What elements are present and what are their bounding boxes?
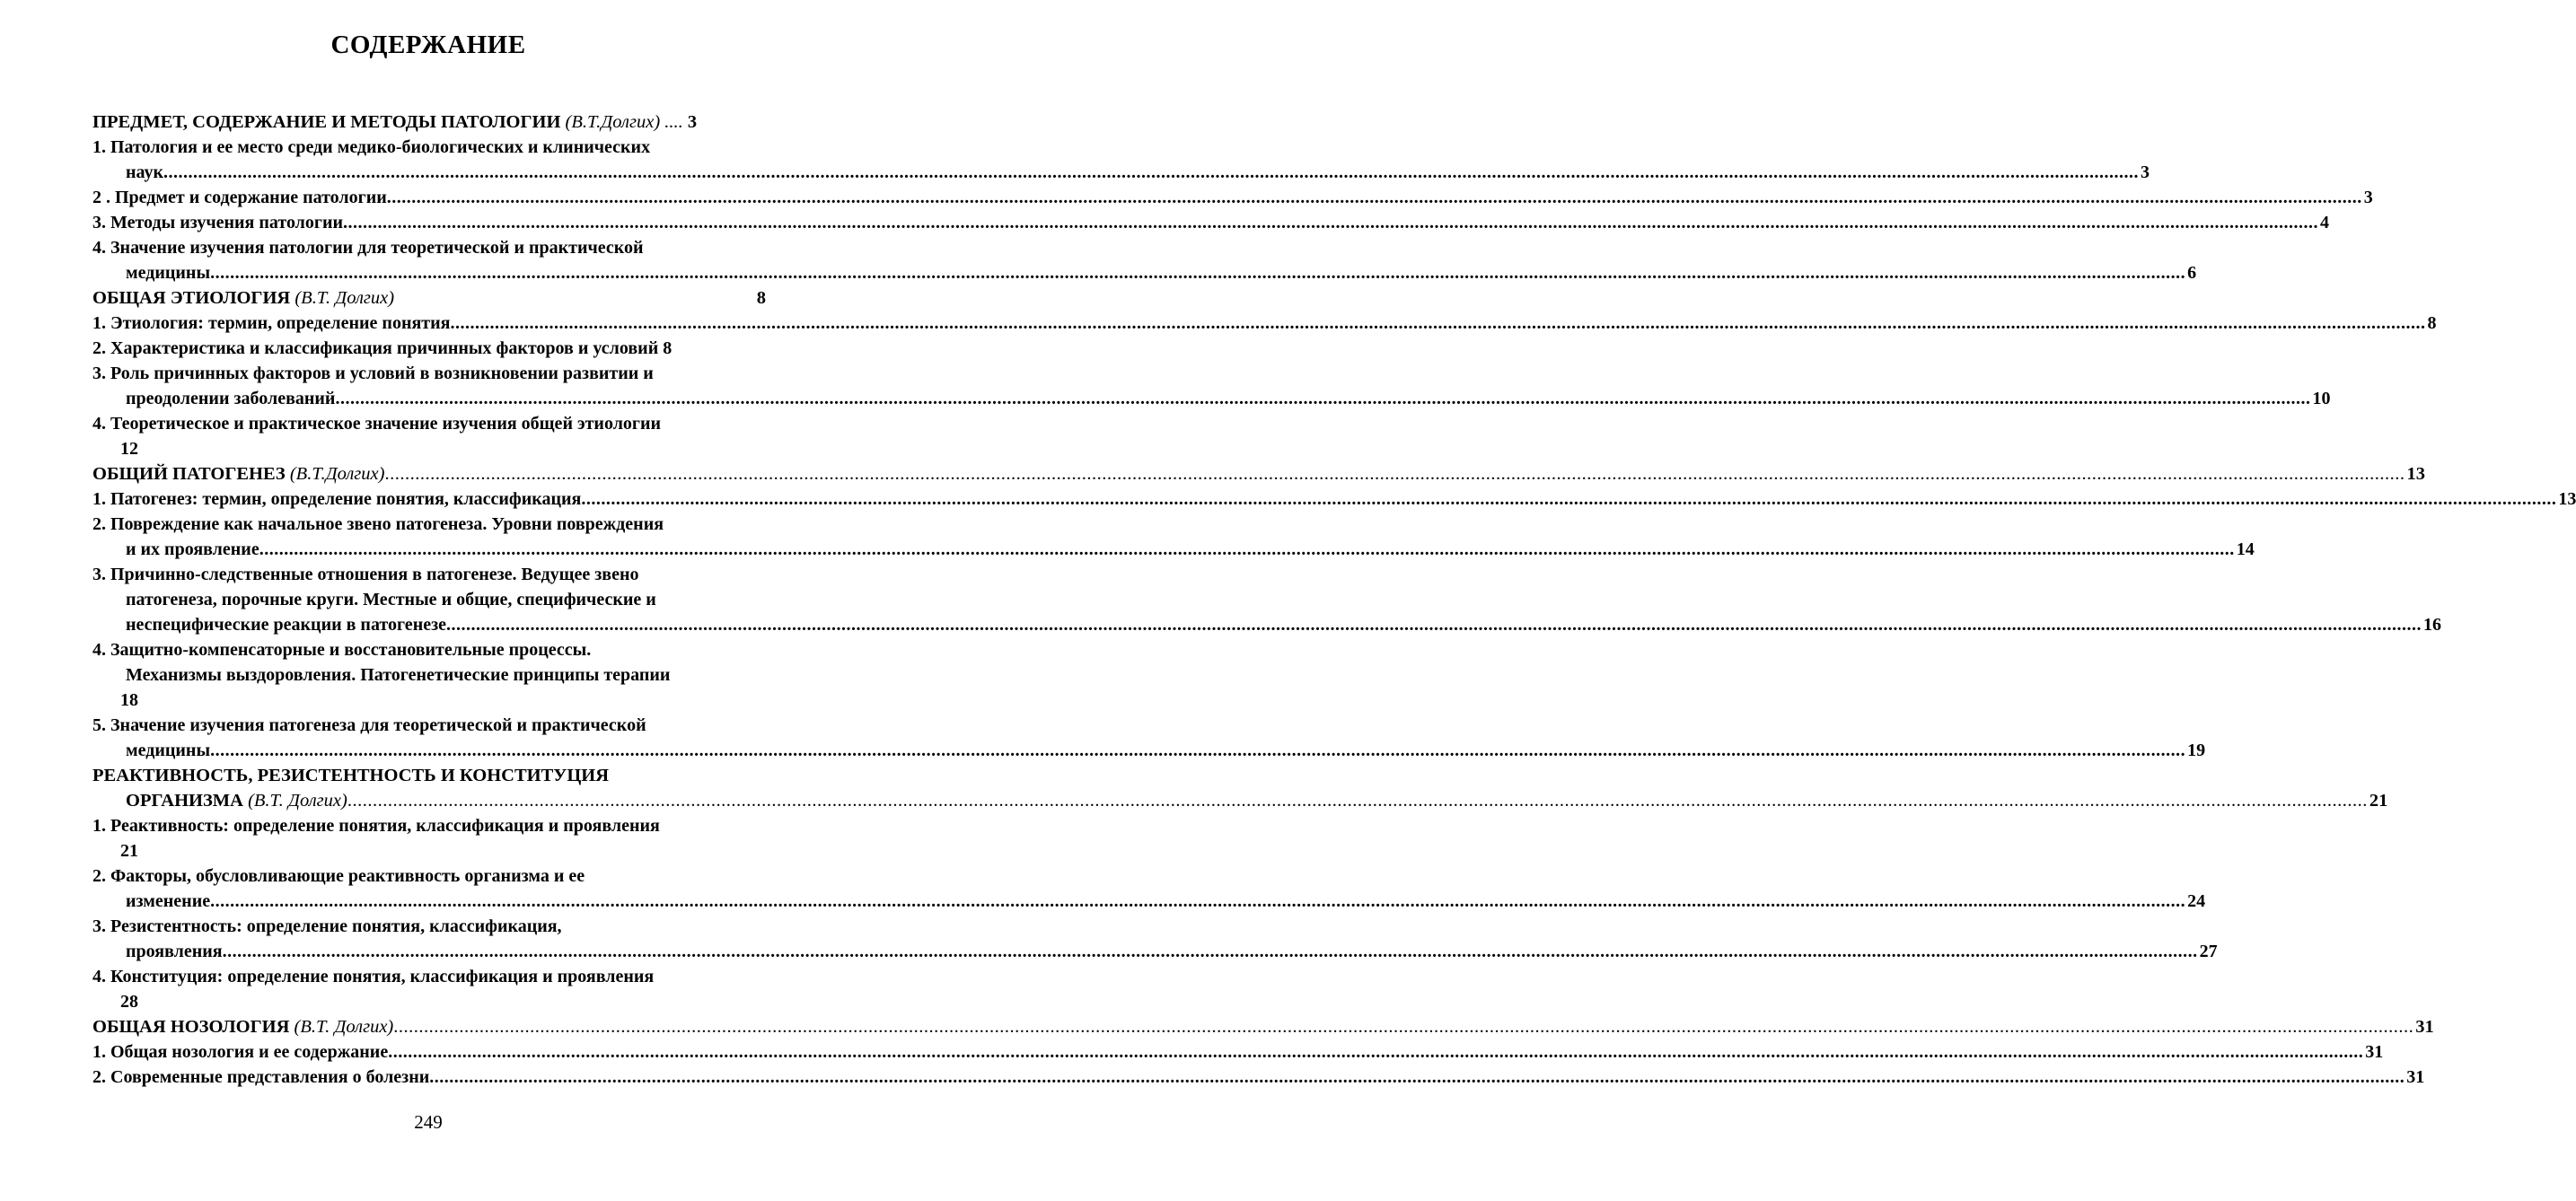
toc-leader-dots: ................................................................................................................................................................................................................................................................................................................................................................................................................ — [163, 162, 2140, 182]
toc-line — [92, 612, 2442, 637]
toc-page-number: 3 — [687, 112, 698, 132]
toc-line — [92, 135, 768, 160]
toc-line — [92, 436, 768, 461]
toc-entry-text: 2. Повреждение как начальное звено патогенеза. Уровни повреждения — [92, 514, 664, 534]
toc-entry-text: 3. Роль причинных факторов и условий в возникновении развитии и — [92, 364, 654, 383]
toc-page-number: 19 — [2187, 741, 2206, 760]
toc-entry-text: проявления — [126, 942, 223, 961]
toc-line — [92, 688, 768, 713]
toc-section-title: ПРЕДМЕТ, СОДЕРЖАНИЕ И МЕТОДЫ ПАТОЛОГИИ — [92, 112, 566, 132]
toc-entry-text: преодолении заболеваний — [126, 389, 336, 408]
toc-entry-text: 18 — [120, 690, 138, 710]
toc-page-number: 31 — [2415, 1017, 2434, 1037]
toc-entry-text: и их проявление — [126, 539, 259, 559]
toc-page-number: 6 — [2187, 263, 2197, 283]
toc-line — [92, 939, 2218, 964]
toc-leader-dots: ................................................................................................................................................................................................................................................................................................................................................................................................................ — [450, 313, 2426, 333]
toc-line — [92, 914, 768, 939]
toc-leader-dots: ................................................................................................................................................................................................................................................................................................................................................................................................................ — [393, 1017, 2414, 1037]
toc-leader-dots: ................................................................................................................................................................................................................................................................................................................................................................................................................ — [222, 942, 2198, 961]
toc-line — [92, 562, 768, 587]
toc-line — [92, 1014, 2434, 1039]
toc-page-number: 14 — [2236, 539, 2255, 559]
toc-entry — [126, 386, 335, 411]
toc-page-number: 4 — [2320, 213, 2330, 232]
toc-line — [92, 637, 768, 662]
toc-entry-text: 1. Реактивность: определение понятия, классификация и проявления — [92, 816, 660, 836]
toc-section-heading — [92, 285, 394, 311]
toc-line — [92, 361, 768, 386]
toc-page-number: 31 — [2406, 1067, 2425, 1087]
toc-entry — [126, 738, 210, 763]
toc-entry-text: медицины — [126, 263, 211, 283]
toc-leader-dots: ................................................................................................................................................................................................................................................................................................................................................................................................................ — [581, 489, 2557, 509]
toc-entry-text: наук — [126, 162, 164, 182]
toc-line — [92, 838, 768, 863]
toc-entry-text: 5. Значение изучения патогенеза для теоретической и практической — [92, 715, 646, 735]
toc-line — [92, 889, 2206, 914]
toc-leader-dots: ................................................................................................................................................................................................................................................................................................................................................................................................................ — [347, 791, 2368, 811]
toc-author: (В.Т.Долгих) — [289, 464, 385, 484]
toc-leader-dots: ................................................................................................................................................................................................................................................................................................................................................................................................................ — [259, 539, 2235, 559]
toc-line — [92, 763, 768, 788]
toc-line — [92, 537, 2255, 562]
toc-entry-text: 28 — [120, 992, 138, 1012]
toc-line — [92, 336, 768, 361]
toc-line — [92, 713, 768, 738]
toc-entry-text: 3. Методы изучения патологии — [92, 213, 344, 232]
toc-entry — [92, 487, 581, 512]
toc-section-title: ОБЩИЙ ПАТОГЕНЕЗ — [92, 464, 290, 484]
toc-entry-text: 3. Причинно-следственные отношения в патогенезе. Ведущее звено — [92, 565, 639, 584]
toc-leader-dots: ................................................................................................................................................................................................................................................................................................................................................................................................................ — [388, 1042, 2364, 1062]
toc-author: (В.Т. Долгих) — [295, 288, 395, 308]
toc-section-title: ОБЩАЯ НОЗОЛОГИЯ — [92, 1017, 295, 1037]
table-of-contents — [92, 110, 2576, 1090]
toc-entry-text: 1. Этиология: термин, определение понятия — [92, 313, 451, 333]
page-title: СОДЕРЖАНИЕ — [330, 31, 526, 59]
toc-leader-dots: ................................................................................................................................................................................................................................................................................................................................................................................................................ — [429, 1067, 2405, 1087]
toc-page-number: 3 — [2363, 188, 2373, 207]
toc-entry — [126, 889, 210, 914]
toc-entry-text: патогенеза, порочные круги. Местные и общие, специфические и — [126, 590, 656, 609]
toc-page-number: 8 — [2427, 313, 2437, 333]
toc-entry-text: 4. Конституция: определение понятия, классификация и проявления — [92, 967, 655, 986]
toc-entry — [92, 461, 384, 487]
toc-leader-dots: ................................................................................................................................................................................................................................................................................................................................................................................................................ — [446, 615, 2422, 635]
toc-page-number: 13 — [2406, 464, 2425, 484]
toc-entry-text: 2. Современные представления о болезни — [92, 1067, 430, 1087]
toc-line — [92, 813, 768, 838]
toc-section-title: ОБЩАЯ ЭТИОЛОГИЯ — [92, 288, 295, 308]
toc-leader-dots: ................................................................................................................................................................................................................................................................................................................................................................................................................ — [210, 263, 2186, 283]
toc-entry-text: неспецифические реакции в патогенезе — [126, 615, 447, 635]
toc-page-number: 10 — [2312, 389, 2331, 408]
toc-page-number: 27 — [2199, 942, 2218, 961]
toc-entry — [92, 185, 387, 210]
toc-entry-text: 1. Патология и ее место среди медико-биологических и клинических — [92, 137, 651, 157]
toc-line — [92, 863, 768, 889]
toc-line — [92, 235, 768, 260]
toc-entry-text: 3. Резистентность: определение понятия, классификация, — [92, 916, 562, 936]
toc-line — [92, 964, 768, 989]
page-number: 249 — [414, 1111, 443, 1133]
toc-author: (В.Т.Долгих) — [565, 112, 661, 132]
toc-entry-text: 2. Характеристика и классификация причинных факторов и условий 8 — [92, 338, 673, 358]
toc-leader-dots: ................................................................................................................................................................................................................................................................................................................................................................................................................ — [210, 891, 2186, 911]
toc-entry — [126, 612, 446, 637]
toc-entry-text: 2. Факторы, обусловливающие реактивность организма и ее — [92, 866, 585, 886]
toc-entry — [92, 1014, 393, 1039]
toc-author: (В.Т. Долгих) — [248, 791, 347, 811]
toc-entry-text: 4. Значение изучения патологии для теоретической и практической — [92, 238, 644, 258]
toc-line — [92, 662, 768, 688]
toc-line — [92, 1039, 2384, 1065]
toc-leader-dots: ................................................................................................................................................................................................................................................................................................................................................................................................................ — [210, 741, 2186, 760]
toc-entry — [126, 537, 259, 562]
toc-leader-dots: ................................................................................................................................................................................................................................................................................................................................................................................................................ — [343, 213, 2319, 232]
toc-entry — [126, 939, 223, 964]
toc-leader: .... — [660, 112, 688, 132]
toc-page-number: 24 — [2187, 891, 2206, 911]
toc-entry-text: 1. Общая нозология и ее содержание — [92, 1042, 389, 1062]
toc-entry — [126, 788, 347, 813]
toc-line — [92, 738, 2206, 763]
toc-entry — [126, 260, 210, 285]
toc-page-number: 31 — [2365, 1042, 2384, 1062]
toc-line — [92, 411, 768, 436]
toc-entry-text: РЕАКТИВНОСТЬ, РЕЗИСТЕНТНОСТЬ И КОНСТИТУЦИЯ — [92, 766, 610, 785]
toc-page-number: 16 — [2423, 615, 2442, 635]
toc-line — [92, 110, 768, 135]
toc-line — [92, 285, 768, 311]
toc-page-number: 13 — [2558, 489, 2576, 509]
toc-line — [92, 989, 768, 1014]
toc-entry-text: Механизмы выздоровления. Патогенетические принципы терапии — [126, 665, 671, 685]
toc-line — [92, 587, 768, 612]
toc-leader-dots: ................................................................................................................................................................................................................................................................................................................................................................................................................ — [384, 464, 2405, 484]
toc-line — [92, 185, 2373, 210]
toc-line — [92, 1065, 2425, 1090]
toc-author: (В.Т. Долгих) — [294, 1017, 394, 1037]
toc-entry-text: 2 . Предмет и содержание патологии — [92, 188, 387, 207]
toc-entry-text: 21 — [120, 841, 138, 861]
toc-line — [92, 788, 2388, 813]
toc-line — [92, 311, 2437, 336]
toc-page-number: 8 — [756, 288, 766, 308]
toc-line — [92, 160, 2150, 185]
toc-entry-text: изменение — [126, 891, 211, 911]
toc-entry-text: 1. Патогенез: термин, определение понятия, классификация — [92, 489, 582, 509]
toc-section-title: ОРГАНИЗМА — [126, 791, 249, 811]
toc-entry-text: 4. Защитно-компенсаторные и восстановительные процессы. — [92, 640, 592, 660]
toc-entry — [126, 160, 163, 185]
toc-line — [92, 386, 2331, 411]
toc-line — [92, 487, 2576, 512]
toc-entry — [92, 311, 450, 336]
toc-entry — [92, 1065, 429, 1090]
toc-line — [92, 461, 2425, 487]
toc-line — [92, 512, 768, 537]
toc-entry-text: медицины — [126, 741, 211, 760]
toc-entry-text: 12 — [120, 439, 138, 459]
toc-entry — [92, 1039, 388, 1065]
toc-entry — [92, 210, 343, 235]
toc-line — [92, 210, 2330, 235]
toc-page-number: 21 — [2369, 791, 2388, 811]
toc-line — [92, 260, 2197, 285]
toc-leader-dots: ................................................................................................................................................................................................................................................................................................................................................................................................................ — [386, 188, 2362, 207]
toc-entry-text: 4. Теоретическое и практическое значение изучения общей этиологии — [92, 414, 662, 434]
toc-leader-dots: ................................................................................................................................................................................................................................................................................................................................................................................................................ — [335, 389, 2311, 408]
toc-page-number: 3 — [2141, 162, 2150, 182]
